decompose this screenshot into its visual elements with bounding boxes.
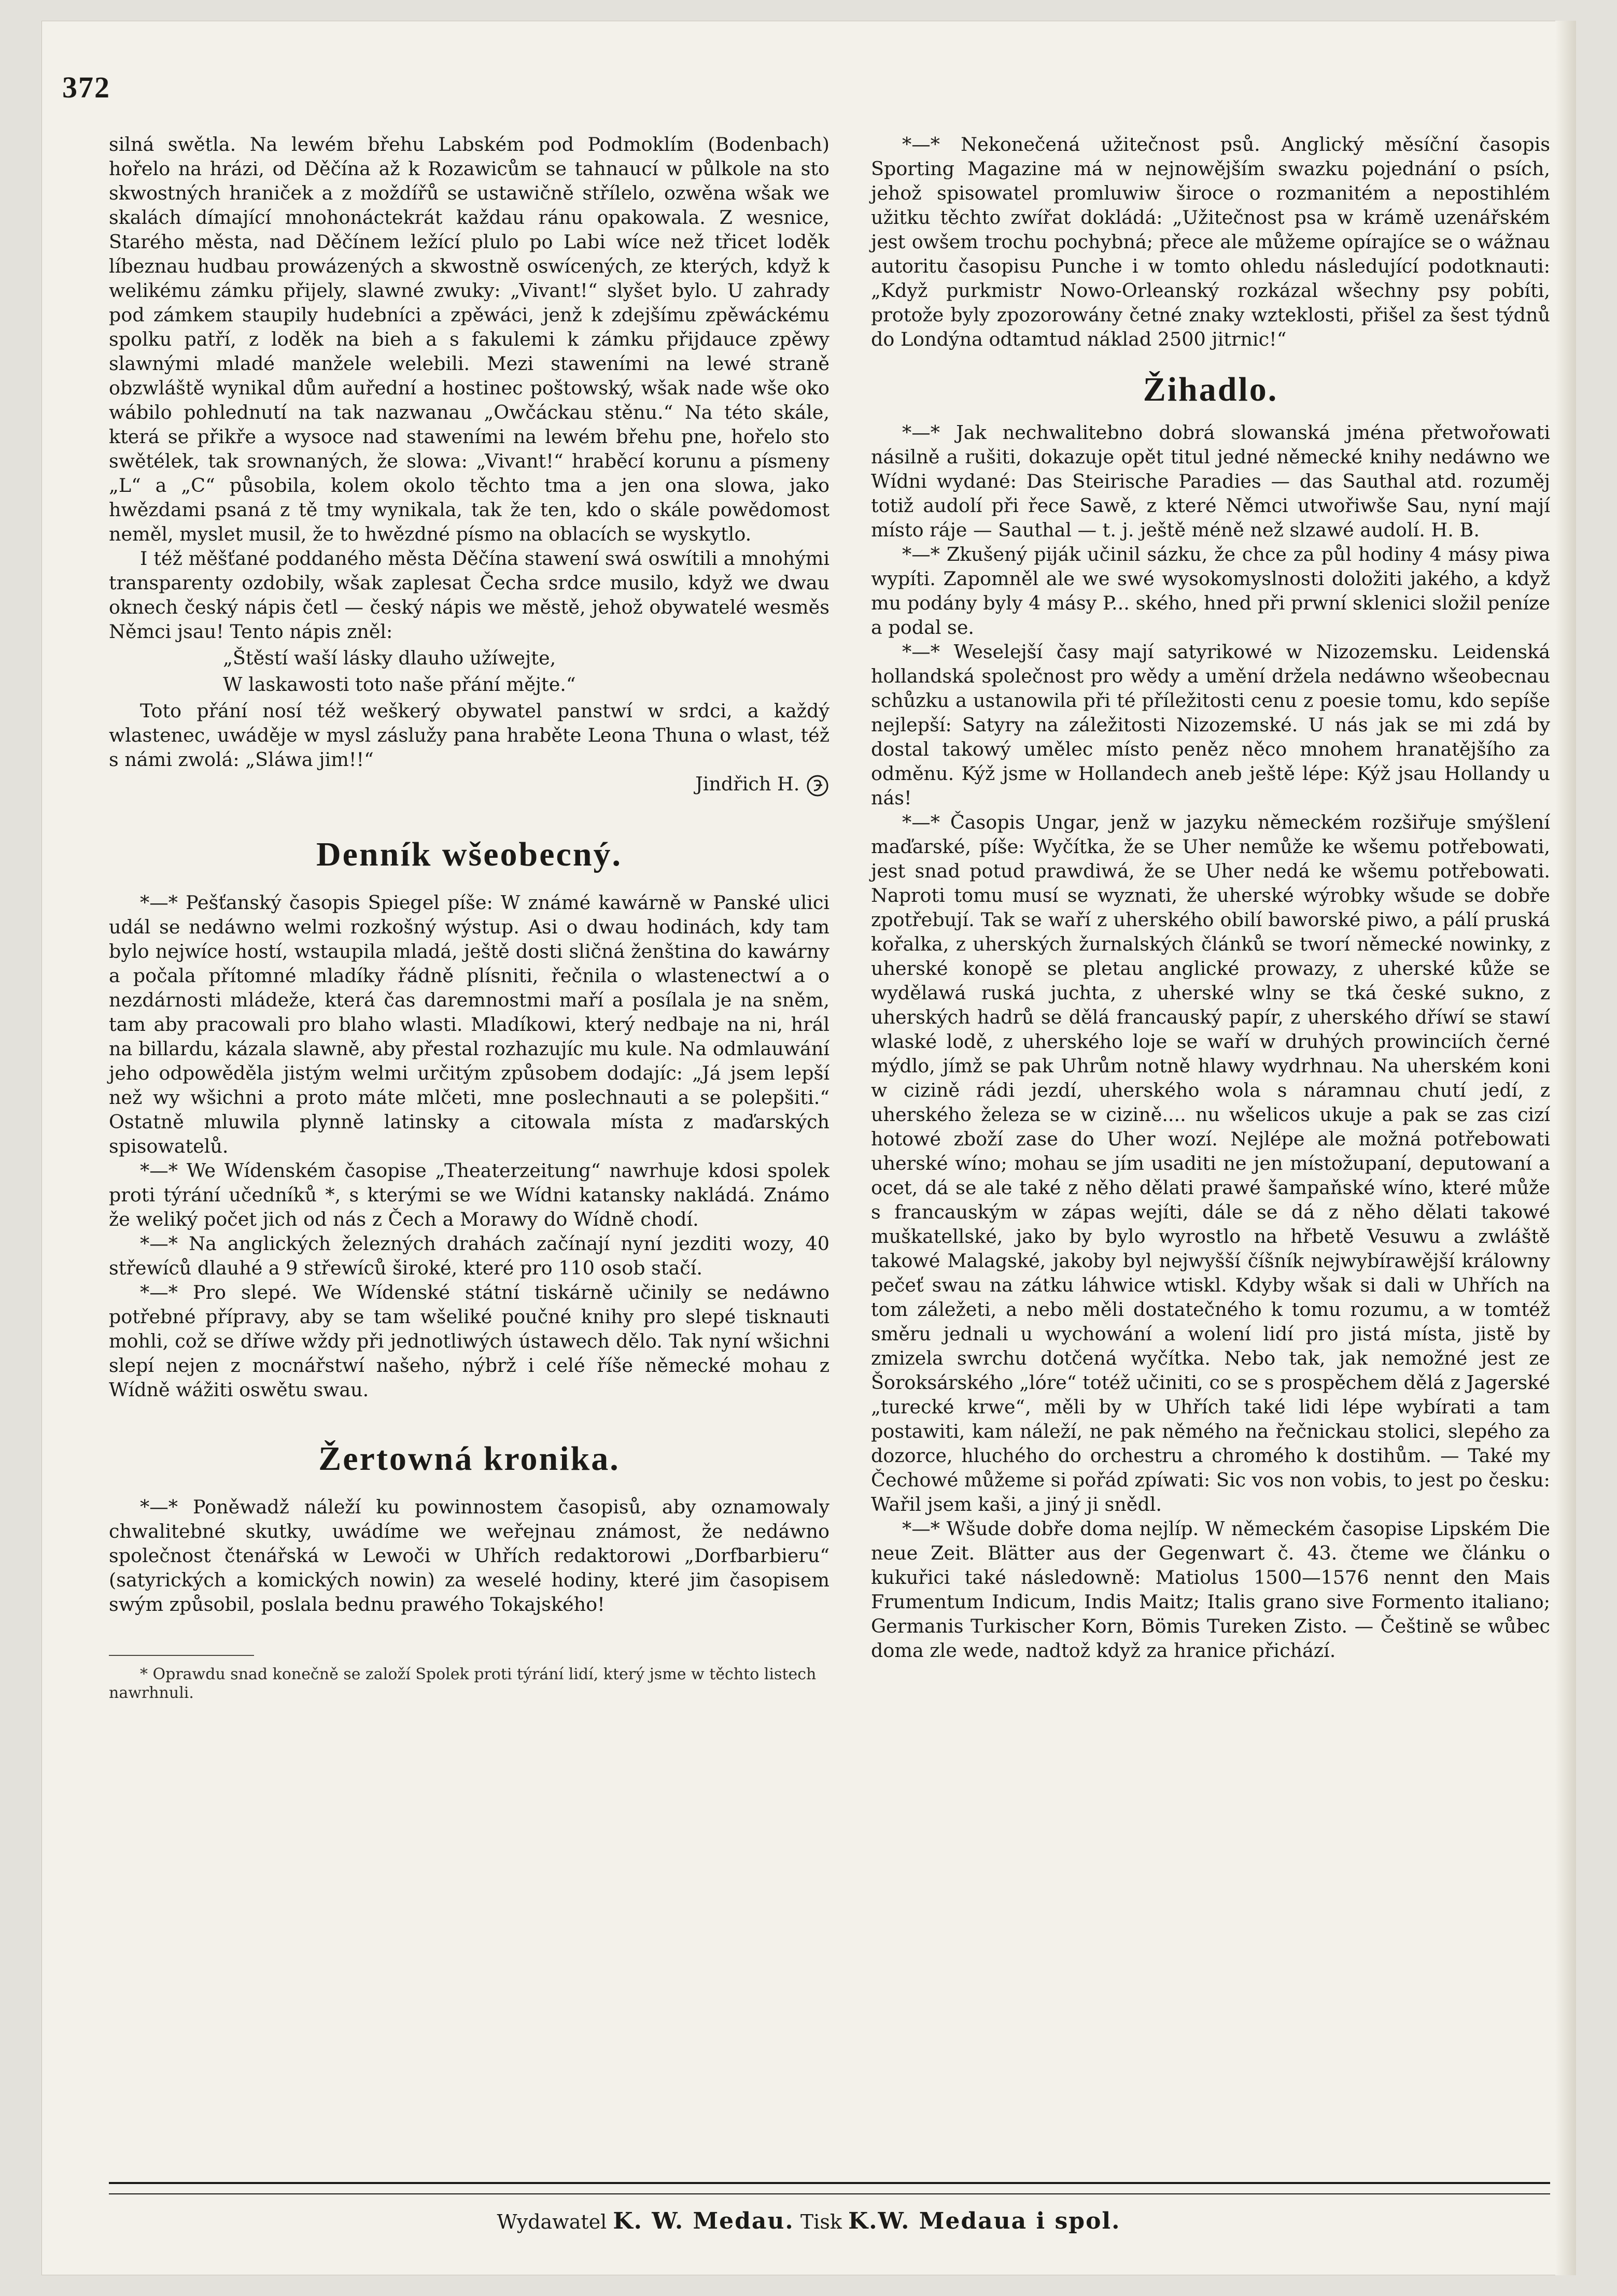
article-paragraph: Toto přání nosí též weškerý obywatel panstwí w srdci, a každý wlastenec, uwáděje w mysl záslužy pana hraběte Leona Thuna o wlast, též s námi zwolá: „Sláwa jim!!“ <box>109 700 829 771</box>
publisher-label: Wydawatel <box>497 2210 607 2233</box>
footnote: * Oprawdu snad konečně se založí Spolek proti týrání lidí, který jsme w těchto listech nawrhnuli. <box>109 1665 817 1702</box>
printer-label: Tisk <box>800 2210 842 2233</box>
news-item: *—* Nekonečená užitečnost psů. Anglický měsíční časopis Sporting Magazine má w nejnowějším swazku pojednání o psích, jehož spisowatel promluwiw široce o rozmanitém a nepostihlém užitku těchto zwířat dokládá: „Užitečnost psa w krámě uzenářském jest owšem trochu pochybná; přece ale můžeme opírajíce se o wážnau autoritu časopisu Punche i w tomto ohledu následující podotknauti: „Když purkmistr Nowo-Orleanský rozkázal wšechny psy pobíti, protože byly zpozorowány četné znaky wzteklosti, přišel za šest týdnů do Londýna odtamtud náklad 2500 jitrnic!“ <box>871 133 1550 350</box>
signature <box>109 772 829 798</box>
news-item: *—* Zkušený piják učinil sázku, že chce za půl hodiny 4 másy piwa wypíti. Zapomněl ale we swé wysokomyslnosti doložiti jakého, a když mu podány byly 4 másy P... ského, hned při prwní sklenici složil peníze a podal se. <box>871 543 1550 639</box>
news-item: *—* Jak nechwalitebno dobrá slowanská jména přetwořowati násilně a rušiti, dokazuje opět titul jedné německé knihy nedáwno we Wídni wydané: Das Steirische Paradies — das Sauthal atd. rozuměj totiž audolí při řece Sawě, z které Němci utwořiwše Sau, nyní mají místo ráje — Sauthal — t. j. ještě méně než slzawé audolí. H. B. <box>871 421 1550 541</box>
news-item: *—* Pešťanský časopis Spiegel píše: W známé kawárně w Panské ulici udál se nedáwno welmi rozkošný wýstup. Asi o dwau hodinách, kdy tam bylo nejwíce hostí, wstaupila mladá, ještě dosti sličná ženština do kawárny a počala přítomné mladíky řádně plísniti, řečnila o wlastenectwí a o nezdárnosti mládeže, která čas daremnostmi maří a posílala je na sněm, tam aby pracowali pro blaho wlasti. Mladíkowi, který nedbaje na ni, hrál na billardu, kázala slawně, aby přestal rozhazujíc mu kule. Na odmlauwání jeho odpowěděla jistým welmi určitým způsobem dodajíc: „Já jsem lepší než wy wšichni a proto máte mlčeti, mne poslechnauti a se polepšiti.“ Ostatně mluwila plynně latinsky a citowala místa z maďarských spisowatelů. <box>109 891 829 1157</box>
news-item: *—* Časopis Ungar, jenž w jazyku německém rozšiřuje smýšlení maďarské, píše: Wyčítka, že se Uher nemůže ke wšemu potřebowati, jest snad potud prawdiwá, že se Uher nedá ke wšemu potřebowati. Naproti tomu musí se wyznati, že uherské wýrobky wšude se dobře zpotřebují. Tak se waří z uherského obilí baworské piwo, a pálí pruská kořalka, z uherských žurnalských článků se tworí německé nowinky, z uherské konopě se pletau anglické prowazy, z uherské kůže se wydělawá ruská juchta, z uherské wlny se tká české sukno, z uherských hadrů se dělá francauský papír, z uherského dříwí se stawí wlaské lodě, z uherského loje se waří w druhých prowinciích černé mýdlo, jímž se pak Uhrům notně hlawy wydrhnau. Na uherském koni w cizině rádi jezdí, uherského wola s náramnau chutí jedí, z uherského železa se w cizině.... nu wšelicos ukuje a pak se zas cizí hotowé zboží zase do Uher wozí. Nejlépe ale možná potřebowati uherské wíno; mohau se jím usaditi ne jen místožupaní, deputowaní a ocet, dá se ale také z něho dělati prawé šampaňské wíno, které může s francauským w zápas wejíti, dále se dá z něho dělati takowé muškatellské, jako by bylo wyrostlo na hřbetě Vesuwu a zwláště takowé Malagské, jakoby byl nejwyšší číšník nejwybírawější králowny pečeť swau na zátku láhwice wtiskl. Kdyby wšak si dali w Uhřích na tom záležeti, a nebo měli dostatečného k tomu rozumu, a w tomtéž směru jednali u wychowání a wolení lidí pro jistá místa, jistě by zmizela swrchu dotčená wyčítka. Nebo tak, jak nemožné jest ze Šoroksárského „lóre“ totéž učiniti, co se s prospěchem dělá z Jagerské „turecké krwe“, měli by w Uhřích také lidi lépe wybírati a tam postawiti, kam náleží, ne pak němého na řečnickau stolici, slepého za dozorce, hluchého do orchestru a chromého k dostihům. — Také my Čechowé můžeme si pořád zpíwati: Sic vos non vobis, to jest po česku: Wařil jsem kaši, a jiný ji snědl. <box>871 811 1550 1515</box>
verse-line: W laskawosti toto naše přání mějte.“ <box>223 673 576 696</box>
page-number: 372 <box>62 70 110 104</box>
news-item: *—* Na anglických železných drahách začínají nyní jezditi wozy, 40 střewíců dlauhé a 9 střewíců široké, které pro 110 osob stačí. <box>109 1232 829 1279</box>
news-item: *—* Pro slepé. We Wídenské státní tiskárně učinily se nedáwno potřebné přípravy, aby se tam wšeliké poučné knihy pro slepé tisknauti mohli, což se dříwe wždy při jednotliwých ústawech dělo. Tak nyní wšichni slepí nejen z mocnářstwí našeho, nýbrž i celé říše německé mohau z Wídně wážiti oswětu swau. <box>109 1281 829 1401</box>
section-title-kronika: Žertowná kronika. <box>318 1439 620 1478</box>
editorial-emblem-icon <box>806 774 829 798</box>
imprint <box>41 2208 1576 2234</box>
printer-name: K.W. Medaua i spol. <box>848 2208 1121 2234</box>
publisher-name: K. W. Medau. <box>613 2208 794 2234</box>
news-item: *—* We Wídenském časopise „Theaterzeitung“ nawrhuje kdosi spolek proti týrání učedníků *, s kterými se we Wídni katansky nakládá. Známo že weliký počet jich od nás z Čech a Morawy do Wídně chodí. <box>109 1159 829 1230</box>
news-item: *—* Wšude dobře doma nejlíp. W německém časopise Lipském Die neue Zeit. Blätter aus der Gegenwart č. 43. čteme we článku o kukuřici také následowně: Matiolus 1500—1576 nennt den Mais Frumentum Indicum, Indis Maitz; Italis grano sive Formento italiano; Germanis Turkischer Korn, Bömis Tureken Zisto. — Češtině se wůbec doma zle wede, nadtož když za hranice přichází. <box>871 1518 1550 1662</box>
signature-text: Jindřich H. <box>695 773 800 795</box>
news-item: *—* Poněwadž náleží ku powinnostem časopisů, aby oznamowaly chwalitebné skutky, uwádíme we weřejnau známost, že nedáwno společnost čtenářská w Lewoči w Uhřích redaktorowi „Dorfbarbieru“ (satyrických a komických nowin) za weselé hodiny, které jim časopisem swým způsobil, poslala bednu prawého Tokajského! <box>109 1495 829 1615</box>
footnote-rule <box>109 1655 254 1656</box>
newspaper-page <box>41 21 1576 2275</box>
article-paragraph: I též měšťané poddaného města Děčína stawení swá oswítili a mnohými transparenty ozdobily, wšak zaplesat Čecha srdce musilo, když we dwau oknech český nápis četl — český nápis we městě, jehož obywatelé wesměs Němci jsau! Tento nápis zněl: <box>109 547 829 643</box>
bottom-rule-thin <box>109 2193 1550 2194</box>
bottom-rule-thick <box>109 2182 1550 2184</box>
left-column <box>109 132 829 1703</box>
section-title-dennik: Denník wšeobecný. <box>316 835 623 873</box>
right-column <box>871 132 1550 1663</box>
verse-line: „Štěstí waší lásky dlauho užíwejte, <box>223 647 556 669</box>
news-item: *—* Weselejší časy mají satyrikowé w Nizozemsku. Leidenská hollandská společnost pro wědy a umění držela nedáwno wšeobecnau schůzku a ustanowila při té příležitosti cenu z poesie tomu, kdo sepíše nejlepší: Satyry na záležitosti Nizozemské. U nás jak se mi zdá by dostal takowý umělec místo peněz něco mnohem hranatějšího za odměnu. Kýž jsme w Hollandech aneb ještě lépe: Kýž jsau Hollandy u nás! <box>871 641 1550 809</box>
article-paragraph: silná swětla. Na lewém břehu Labském pod Podmoklím (Bodenbach) hořelo na hrázi, od Děčína až k Rozawicům se tahnaucí w půlkole na sto skwostných hraniček a z moždířů se ustawičně střílelo, ozwěna wšak we skalách dímající mnohonáctekrát každau ránu opakowala. Z wesnice, Starého města, nad Děčínem ležící plulo po Labi wíce než třicet loděk líbeznau hudbau prowázených a skwostně oswícených, ze kterých, když k welikému zámku přijely, slawné zwuky: „Vivant!“ slyšet bylo. U zahrady pod zámkem staupily hudebníci a zpěwáci, jenž k zdejšímu zpěwáckému spolku patří, z loděk na bieh a s fakulemi k zámku přijdauce zpěwy slawnými mladé manžele welebili. Mezi staweními na lewé straně obzwláště wynikal dům auřední a hostinec poštowský, wšak nade wše oko wábilo pohlednutí na tak nazwanau „Owčáckau stěnu.“ Na této skále, která se přikře a wysoce nad staweními na lewém břehu pne, hořelo sto swětélek, tak srownaných, že slowa: „Vivant!“ hraběcí korunu a písmeny „L“ a „C“ působila, kolem okolo těchto tma a jen ona slowa, jako hwězdami psaná z tě tmy wynikala, tak že ten, kdo o skále powědomost neměl, myslet musil, že to hwězdné písmo na oblacích se wyskytlo. <box>109 133 829 545</box>
section-title-zihadlo: Žihadlo. <box>1143 371 1278 408</box>
page-edge-shadow <box>1555 21 1576 2275</box>
